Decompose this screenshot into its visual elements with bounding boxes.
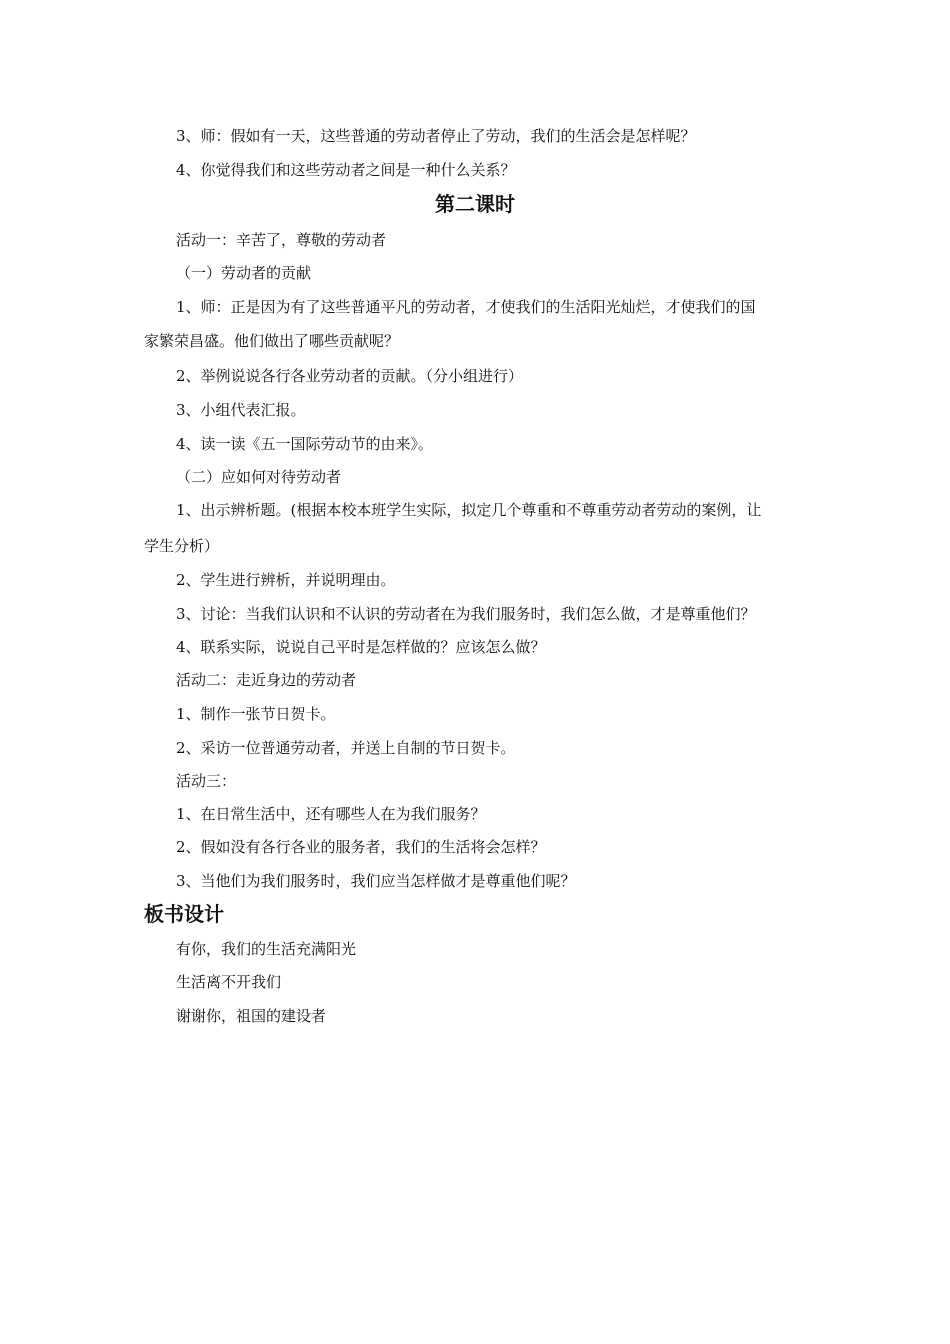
activity-heading: 活动一：辛苦了，尊敬的劳动者 <box>176 231 387 249</box>
subsection-heading: （一）劳动者的贡献 <box>176 264 312 282</box>
paragraph-line: 2、采访一位普通劳动者，并送上自制的节日贺卡。 <box>176 739 516 757</box>
paragraph-line: 1、师：正是因为有了这些普通平凡的劳动者，才使我们的生活阳光灿烂，才使我们的国 <box>176 298 756 316</box>
paragraph-line: 1、在日常生活中，还有哪些人在为我们服务？ <box>176 805 486 823</box>
board-line: 有你，我们的生活充满阳光 <box>176 940 357 958</box>
paragraph-line: 学生分析） <box>144 537 220 555</box>
paragraph-line: 家繁荣昌盛。他们做出了哪些贡献呢？ <box>144 332 400 350</box>
paragraph-line: 2、假如没有各行各业的服务者，我们的生活将会怎样？ <box>176 838 546 856</box>
activity-heading: 活动二：走近身边的劳动者 <box>176 671 357 689</box>
paragraph-line: 1、出示辨析题。(根据本校本班学生实际，拟定几个尊重和不尊重劳动者劳动的案例，让 <box>176 501 762 519</box>
paragraph-line: 1、制作一张节日贺卡。 <box>176 705 336 723</box>
activity-heading: 活动三： <box>176 772 237 790</box>
paragraph-line: 2、举例说说各行各业劳动者的贡献。（分小组进行） <box>176 367 524 385</box>
paragraph-line: 3、讨论：当我们认识和不认识的劳动者在为我们服务时，我们怎么做，才是尊重他们？ <box>176 605 756 623</box>
board-line: 谢谢你，祖国的建设者 <box>176 1007 327 1025</box>
paragraph-line: 4、你觉得我们和这些劳动者之间是一种什么关系？ <box>176 161 516 179</box>
paragraph-line: 4、联系实际，说说自己平时是怎样做的？应该怎么做？ <box>176 638 546 656</box>
subsection-heading: （二）应如何对待劳动者 <box>176 468 342 486</box>
paragraph-line: 2、学生进行辨析，并说明理由。 <box>176 571 396 589</box>
paragraph-line: 3、小组代表汇报。 <box>176 401 306 419</box>
board-line: 生活离不开我们 <box>176 973 282 991</box>
paragraph-line: 4、读一读《五一国际劳动节的由来》。 <box>176 435 434 453</box>
paragraph-line: 3、师：假如有一天，这些普通的劳动者停止了劳动，我们的生活会是怎样呢？ <box>176 127 696 145</box>
section-heading-board-design: 板书设计 <box>144 902 224 926</box>
paragraph-line: 3、当他们为我们服务时，我们应当怎样做才是尊重他们呢？ <box>176 872 576 890</box>
section-heading-second-lesson: 第二课时 <box>435 192 515 216</box>
